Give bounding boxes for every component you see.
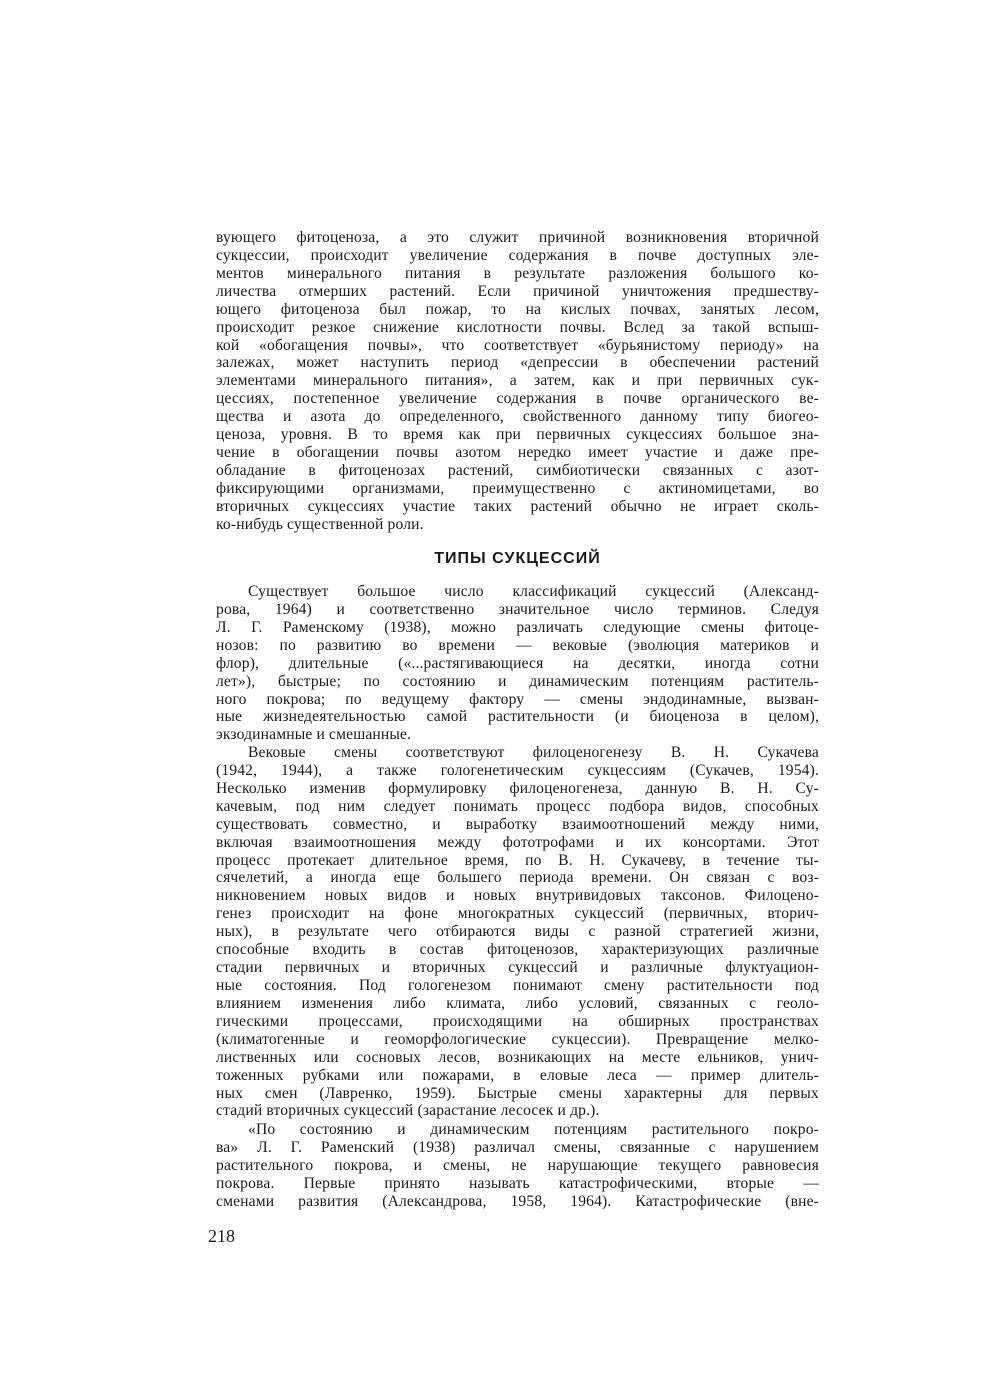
text-line: качевым, под ним следует понимать процесс подбора видов, способных: [216, 797, 819, 815]
text-line: личества отмерших растений. Если причиной уничтожения предшеству-: [216, 282, 819, 300]
text-line: стадий вторичных сукцессий (зарастание лесосек и др.).: [216, 1102, 600, 1120]
text-line: процесс протекает длительное время, по В. Н. Сукачеву, в течение ты-: [216, 851, 819, 869]
text-line: вующего фитоценоза, а это служит причиной возникновения вторичной: [216, 229, 819, 246]
text-line: ко-нибудь существенной роли.: [216, 515, 424, 533]
text-line: лет»), быстрые; по состоянию и динамическим потенциям раститель-: [216, 672, 819, 690]
text-line: растительного покрова, и смены, не нарушающие текущего равновесия: [216, 1156, 819, 1174]
text-line: щества и азота до определенного, свойственного данному типу биогео-: [216, 408, 819, 426]
text-line: покрова. Первые принято называть катастрофическими, вторые —: [216, 1174, 819, 1192]
top-paragraph: [216, 229, 819, 534]
text-line: происходит резкое снижение кислотности почвы. Вслед за такой вспыш-: [216, 318, 819, 336]
text-line: нозов: по развитию во времени — вековые (эволюция материков и: [216, 636, 819, 654]
text-line: существовать совместно, и выработку взаимоотношений между ними,: [216, 815, 819, 833]
paragraph-classification: [216, 583, 819, 744]
text-line: (климатогенные и геоморфологические сукцессии). Превращение мелко-: [216, 1030, 819, 1048]
text-line: элементами минерального питания», а затем, как и при первичных сук-: [216, 372, 819, 390]
text-line: ценоза, уровня. В то время как при первичных сукцессиях большое зна-: [216, 426, 819, 444]
text-line: сячелетий, а иногда еще большего периода времени. Он связан с воз-: [216, 869, 819, 887]
text-line: цессиях, постепенное увеличение содержания в почве органического ве-: [216, 390, 819, 408]
text-line: способные входить в состав фитоценозов, характеризующих различные: [216, 941, 819, 959]
text-line: ментов минерального питания в результате разложения большого ко-: [216, 264, 819, 282]
text-line: вторичных сукцессиях участие таких растений обычно не играет сколь-: [216, 497, 819, 515]
text-line: ные состояния. Под гологенезом понимают смену растительности под: [216, 976, 819, 994]
text-line: стадии первичных и вторичных сукцессий и различные флуктуацион-: [216, 959, 819, 977]
paragraph-secular-changes: [216, 744, 819, 1120]
text-line: «По состоянию и динамическим потенциям растительного покро-: [248, 1121, 819, 1138]
text-line: тоженных рубками или пожарами, в еловые леса — пример длитель-: [216, 1066, 819, 1084]
text-line: ного покрова; по ведущему фактору — смены эндодинамные, вызван-: [216, 690, 819, 708]
text-line: рова, 1964) и соответственно значительное число терминов. Следуя: [216, 600, 819, 618]
text-line: обладание в фитоценозах растений, симбиотически связанных с азот-: [216, 461, 819, 479]
text-line: Л. Г. Раменскому (1938), можно различать следующие смены фитоце-: [216, 618, 819, 636]
text-line: ва» Л. Г. Раменский (1938) различал смены, связанные с нарушением: [216, 1138, 819, 1156]
text-line: (1942, 1944), а также гологенетическим сукцессиям (Сукачев, 1954).: [216, 761, 819, 779]
text-line: включая взаимоотношения между фототрофами и их консортами. Этот: [216, 833, 819, 851]
text-line: флор), длительные («...растягивающиеся на десятки, иногда сотни: [216, 654, 819, 672]
text-line: гическими процессами, происходящими на обширных пространствах: [216, 1012, 819, 1030]
text-line: влиянием изменения либо климата, либо условий, связанных с геоло-: [216, 994, 819, 1012]
section-heading: ТИПЫ СУКЦЕССИЙ: [434, 550, 601, 567]
text-line: экзодинамные и смешанные.: [216, 726, 412, 744]
text-line: ные жизнедеятельностью самой растительности (и биоценоза в целом),: [216, 708, 819, 726]
text-line: никновением новых видов и новых внутривидовых таксонов. Филоцено-: [216, 887, 819, 905]
text-line: ных), в результате чего отбираются виды с разной стратегией жизни,: [216, 923, 819, 941]
text-line: Несколько изменив формулировку филоценогенеза, данную В. Н. Су-: [216, 779, 819, 797]
text-line: Вековые смены соответствуют филоценогенезу В. Н. Сукачева: [248, 744, 819, 761]
text-line: ющего фитоценоза был пожар, то на кислых почвах, занятых лесом,: [216, 300, 819, 318]
text-line: Существует большое число классификаций сукцессий (Александ-: [248, 583, 819, 600]
text-line: кой «обогащения почвы», что соответствует «бурьянистому периоду» на: [216, 336, 819, 354]
text-line: сменами развития (Александрова, 1958, 1964). Катастрофические (вне-: [216, 1192, 819, 1210]
text-line: генез происходит на фоне многократных сукцессий (первичных, вторич-: [216, 905, 819, 923]
page-number: 218: [208, 1226, 235, 1246]
text-line: чение в обогащении почвы азотом нередко имеет участие и даже пре-: [216, 444, 819, 462]
paragraph-state-potentials: [216, 1121, 819, 1211]
text-line: сукцессии, происходит увеличение содержания в почве доступных эле-: [216, 246, 819, 264]
text-line: лиственных или сосновых лесов, возникающих на месте ельников, унич-: [216, 1048, 819, 1066]
text-line: ных смен (Лавренко, 1959). Быстрые смены характерны для первых: [216, 1084, 819, 1102]
text-line: залежах, может наступить период «депрессии в обеспечении растений: [216, 354, 819, 372]
text-line: фиксирующими организмами, преимущественно с актиномицетами, во: [216, 479, 819, 497]
